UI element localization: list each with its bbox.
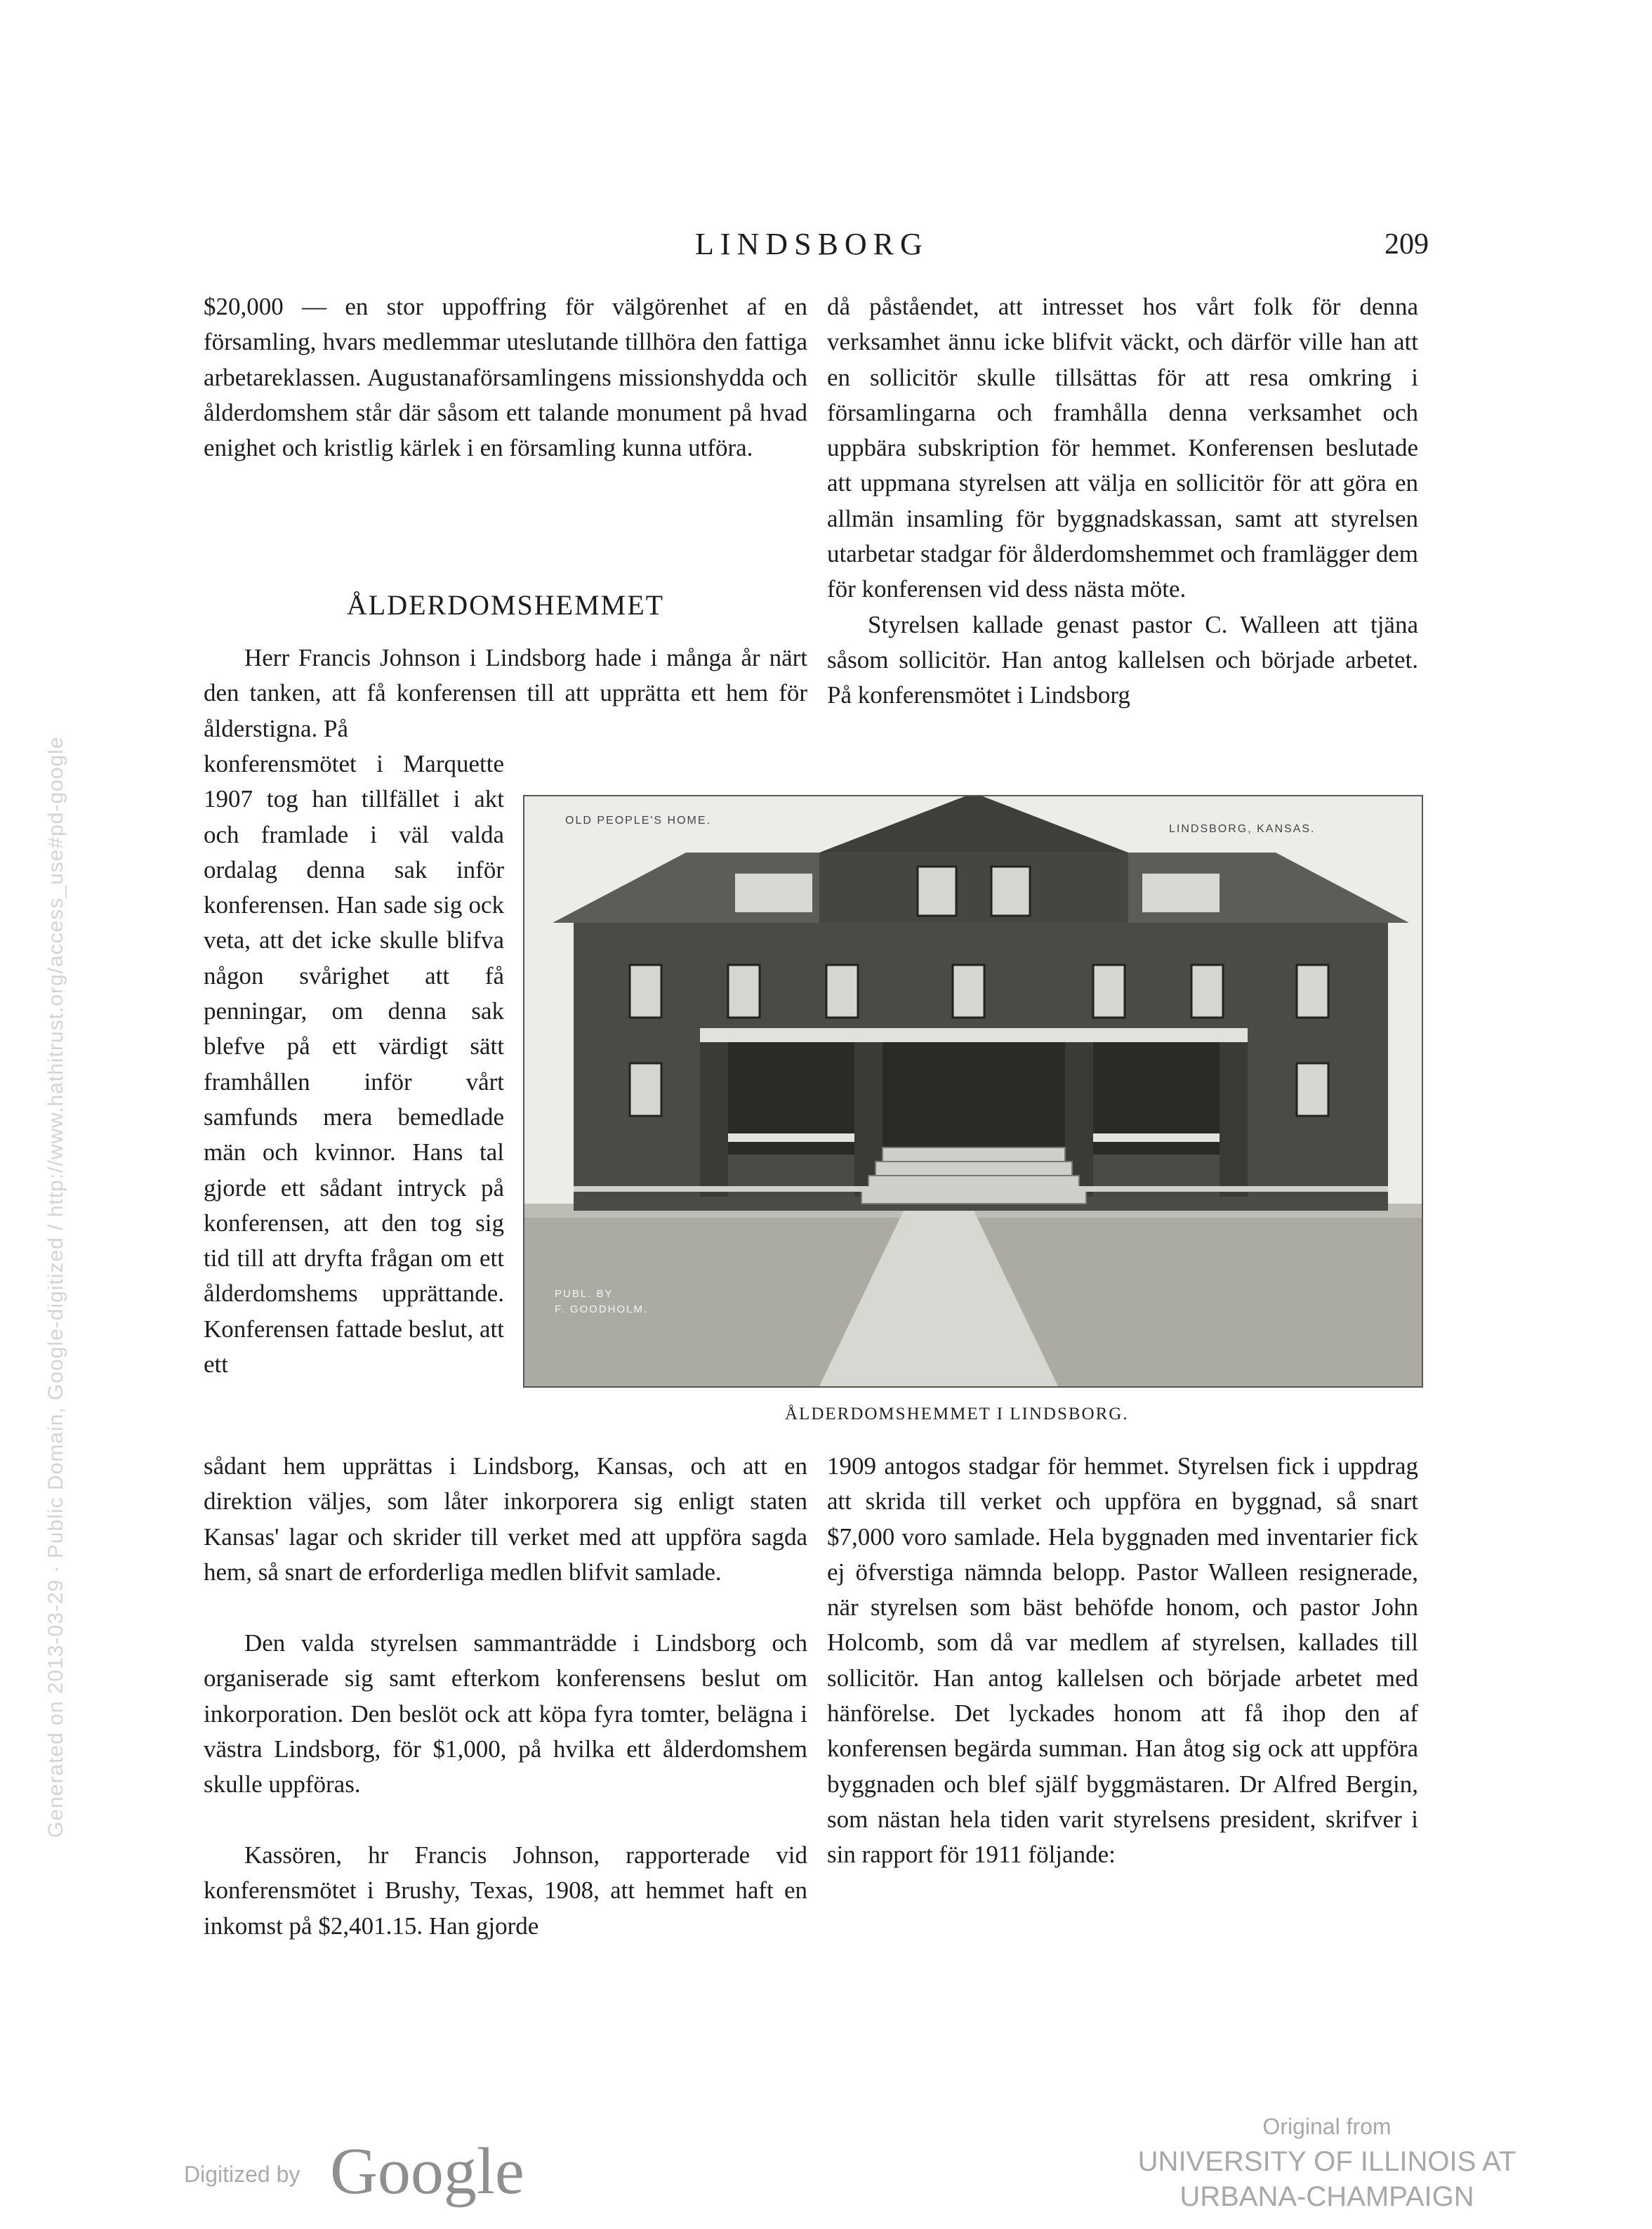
photo-credit <box>555 1287 648 1317</box>
side-watermark: Generated on 2013-03-29 · Public Domain, Google-digitized / http://www.hathitrust.org/access_use#pd-google <box>44 736 67 1838</box>
photo-label-right: LINDSBORG, KANSAS. <box>1169 823 1316 835</box>
left-p2-narrow-text: konferensmötet i Marquette 1907 tog han tillfället i akt och framlade i väl valda ordalag denna sak inför konferensen. Han sade sig ock veta, att det icke skulle blifva någon svårighet att få penningar, om denna sak blefve på ett värdigt sätt framhållen inför vårt samfunds mera bemedlade män och kvinnor. Hans tal gjorde ett sådant intryck på konferensen, att den tog sig tid till att dryfta frågan om ett ålderdomshems upprättande. Konferensen fattade beslut, att ett <box>204 750 504 1379</box>
page-number: 209 <box>1385 228 1429 261</box>
university-line-1: UNIVERSITY OF ILLINOIS AT <box>1137 2146 1516 2177</box>
section-heading: ÅLDERDOMSHEMMET <box>346 589 665 621</box>
left-paragraph-2-narrow <box>204 747 504 1382</box>
left-paragraph-1 <box>204 289 807 466</box>
right-p1-text: då påståendet, att intresset hos vårt folk för denna verksamhet ännu icke blifvit väckt, och därför ville han att en sollicitör skulle tillsättas för att resa omkring i församlingarna och framhålla denna verksamhet och uppbära subskription för hemmet. Konferensen beslutade att uppmana styrelsen att välja en sollicitör för att göra en allmän insamling för byggnadskassan, samt att styrelsen utarbetar stadgar för ålderdomshemmet och framlägger dem för konferensen vid dess nästa möte. <box>827 293 1418 603</box>
left-paragraph-3 <box>204 1626 807 1802</box>
photo-credit-line-1: PUBL. BY <box>555 1288 614 1300</box>
left-p2-full-text: Herr Francis Johnson i Lindsborg hade i många år närt den tanken, att få konferensen till att upprätta ett hem för ålderstigna. På <box>204 644 807 742</box>
left-paragraph-4 <box>204 1838 807 1944</box>
left-p2-tail-text: sådant hem upprättas i Lindsborg, Kansas, och att en direktion väljes, som låter inkorporera sig enligt staten Kansas' lagar och skrider till verket med att uppföra sagda hem, så snart de erforderliga medlen blifvit samlade. <box>204 1452 807 1586</box>
digitized-by-label: Digitized by <box>184 2162 300 2187</box>
right-p2-text: Styrelsen kallade genast pastor C. Walleen att tjäna såsom sollicitör. Han antog kallelsen och började arbetet. På konferensmötet i Lindsborg <box>827 610 1418 709</box>
university-line-2: URBANA-CHAMPAIGN <box>1179 2181 1474 2212</box>
left-p3-text: Den valda styrelsen sammanträdde i Lindsborg och organiserade sig samt efterkom konferensens beslut om inkorporation. Den beslöt ock att köpa fyra tomter, belägna i västra Lindsborg, för $1,000, på hvilka ett ålderdomshem skulle uppföras. <box>204 1629 807 1799</box>
left-p1-text: $20,000 — en stor uppoffring för välgörenhet af en församling, hvars medlemmar uteslutande tillhöra den fattiga arbetareklassen. Augustanaförsamlingens missionshydda och ålderdomshem står där såsom ett talande monument på hvad enighet och kristlig kärlek i en församling kunna utföra. <box>204 293 807 462</box>
building-illustration <box>524 796 1422 1386</box>
right-paragraph-1 <box>827 289 1418 714</box>
left-paragraph-2-tail <box>204 1449 807 1590</box>
building-photograph <box>523 795 1423 1388</box>
left-paragraph-2 <box>204 640 807 747</box>
original-from-label: Original from <box>1262 2114 1392 2139</box>
right-p3-text: 1909 antogos stadgar för hemmet. Styrelsen fick i uppdrag att skrida till verket och uppföra en byggnad, så snart $7,000 voro samlade. Hela byggnaden med inventarier fick ej öfverstiga nämnda belopp. Pastor Walleen resignerade, när styrelsen som bäst behöfde honom, och pastor John Holcomb, som då var medlem af styrelsen, kallades till sollicitör. Han antog kallelsen och började arbetet med hänförelse. Det lyckades honom att få ihop den af konferensen begärda summan. Han åtog sig ock att uppföra byggnaden och blef själf byggmästaren. Dr Alfred Bergin, som nästan hela tiden varit styrelsens president, skrifver i sin rapport för 1911 följande: <box>827 1452 1418 1869</box>
photo-credit-line-2: F. GOODHOLM. <box>555 1303 649 1315</box>
running-title: LINDSBORG <box>695 227 929 261</box>
left-p4-text: Kassören, hr Francis Johnson, rapporterade vid konferensmötet i Brushy, Texas, 1908, att hemmet haft en inkomst på $2,401.15. Han gjorde <box>204 1841 807 1940</box>
right-paragraph-3 <box>827 1449 1418 1873</box>
photo-label-left: OLD PEOPLE'S HOME. <box>565 815 711 827</box>
google-logo: Google <box>330 2135 524 2208</box>
photo-caption: ÅLDERDOMSHEMMET I LINDSBORG. <box>785 1405 1129 1423</box>
